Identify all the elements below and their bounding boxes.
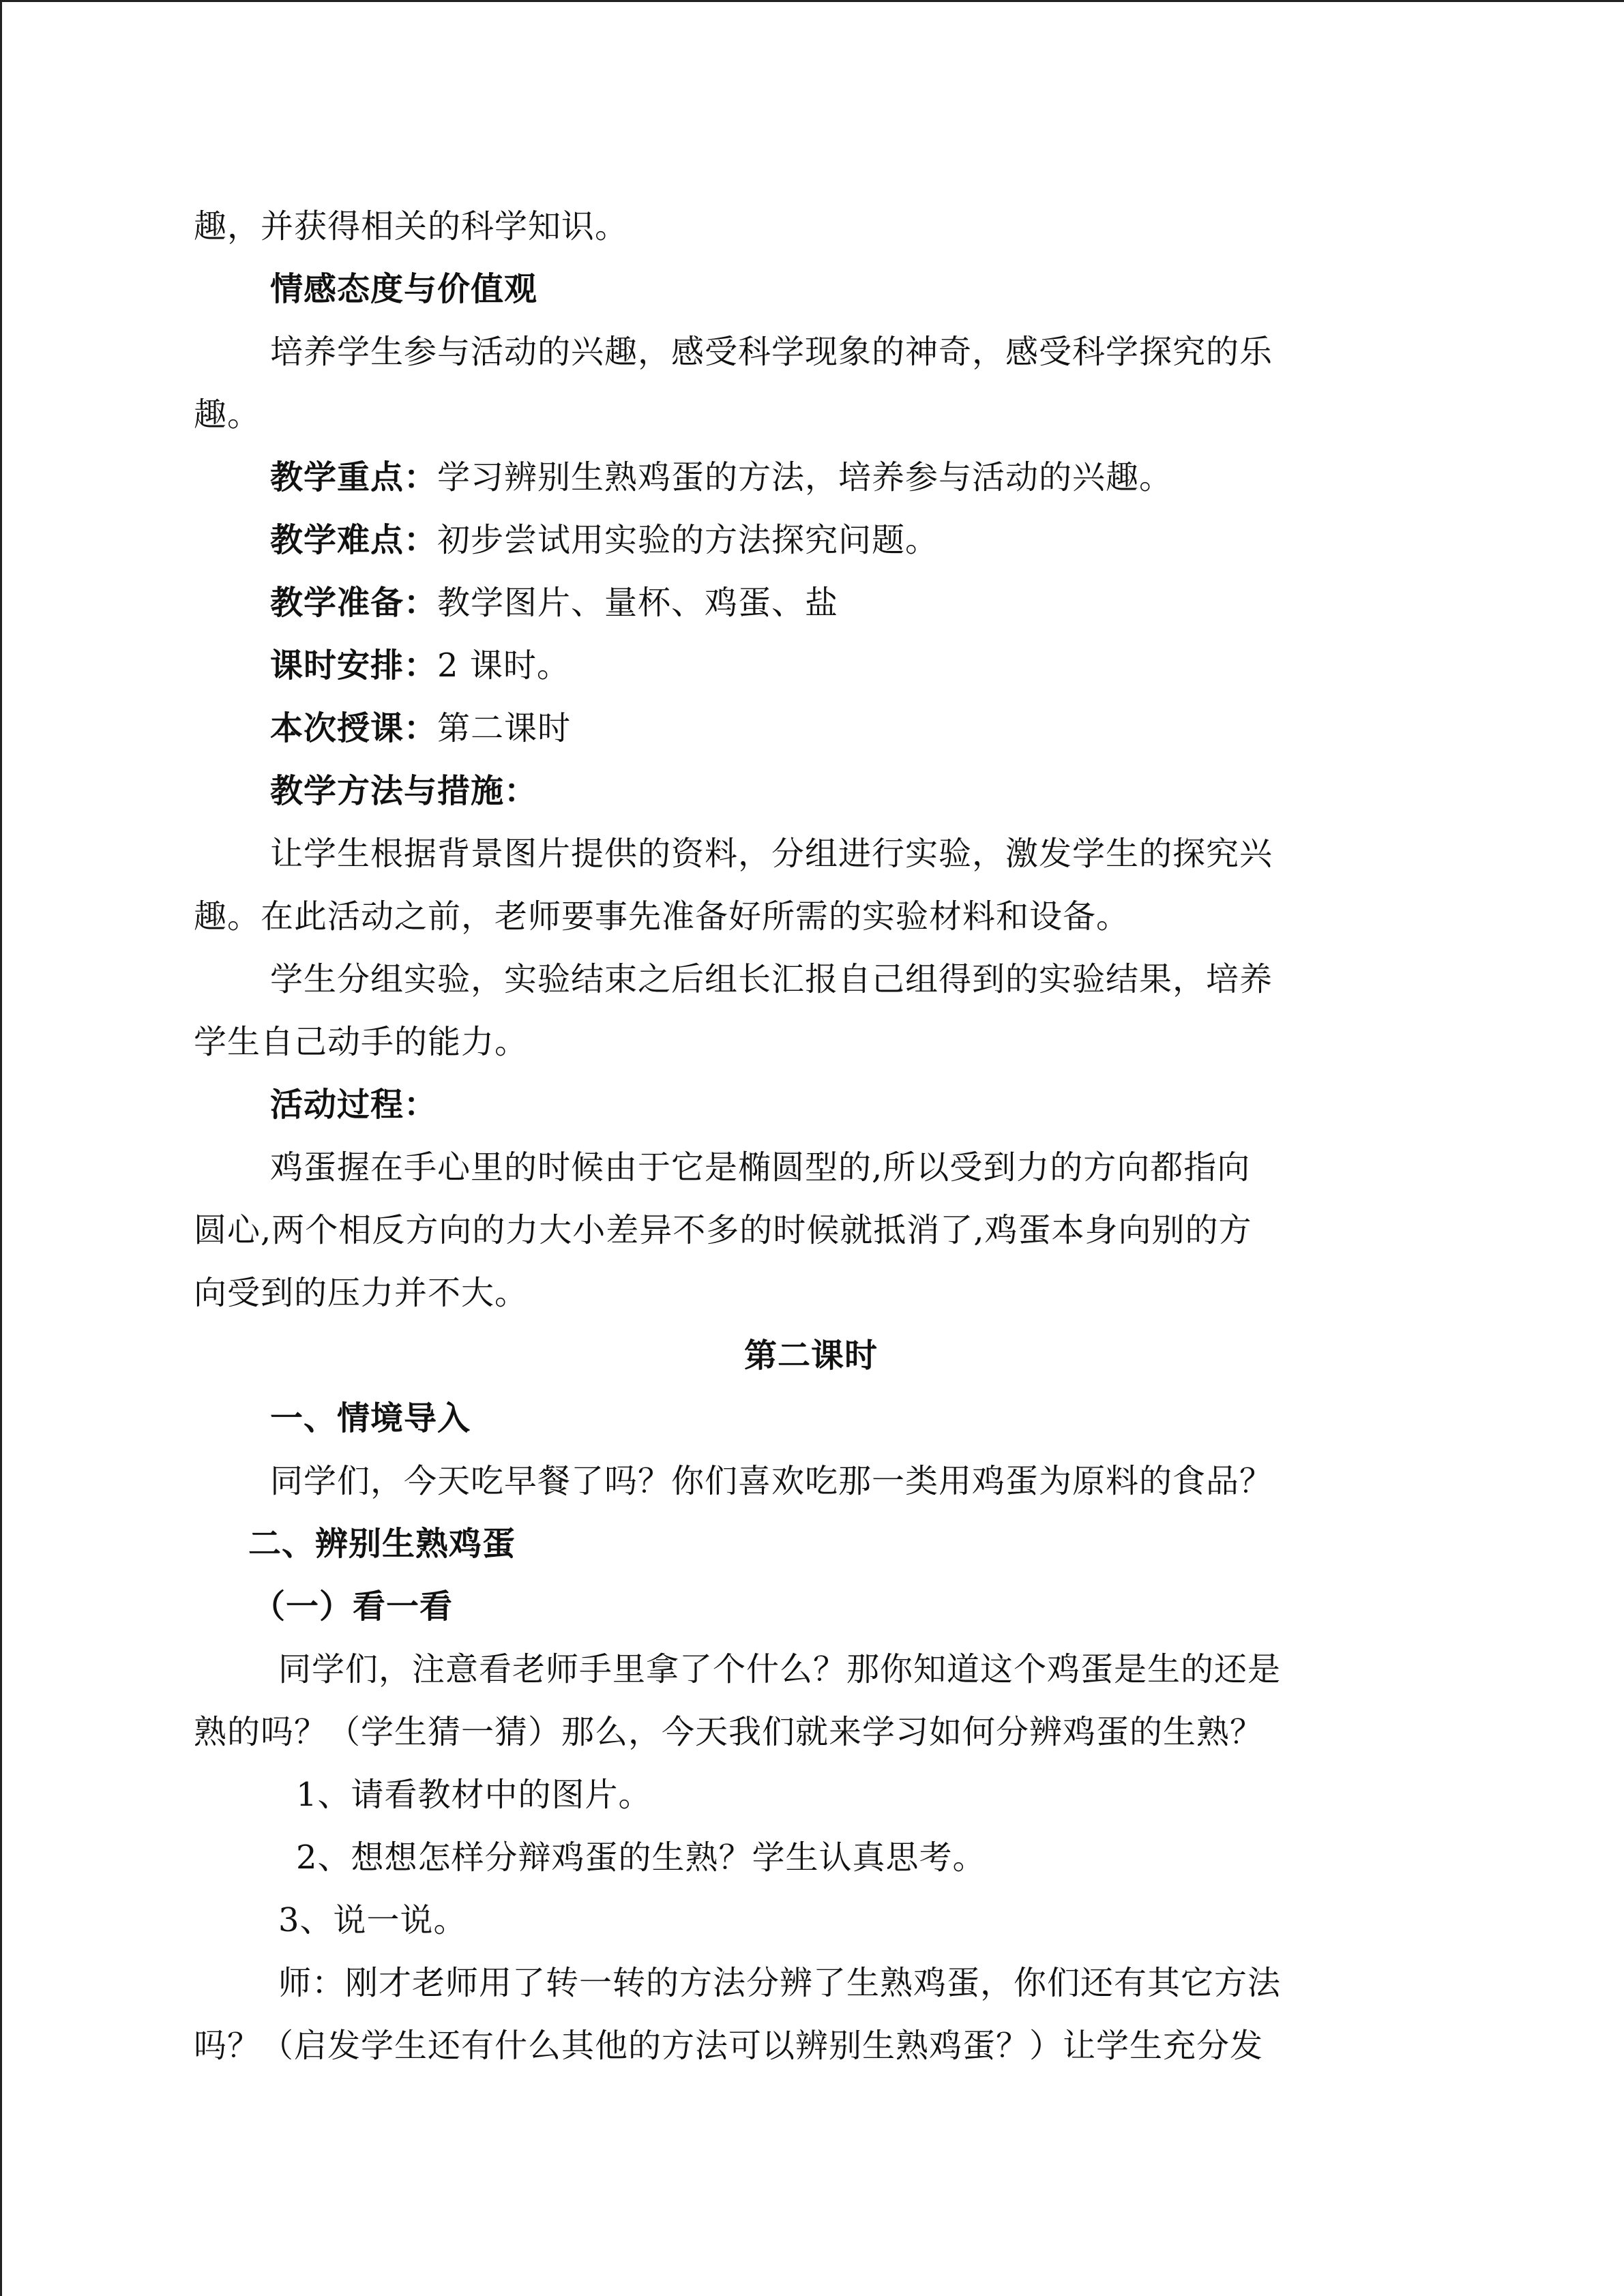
body-line: 熟的吗？（学生猜一猜）那么，今天我们就来学习如何分辨鸡蛋的生熟？ (194, 1713, 1264, 1751)
lesson-title: 第二课时 (743, 1337, 878, 1375)
subsection-heading: （一）看一看 (252, 1587, 454, 1626)
body-line: 向受到的压力并不大。 (194, 1274, 529, 1312)
body-line: 鸡蛋握在手心里的时候由于它是椭圆型的,所以受到力的方向都指向 (270, 1148, 1251, 1187)
section-heading: 情感态度与价值观 (270, 270, 538, 308)
list-item: 2、想想怎样分辩鸡蛋的生熟？学生认真思考。 (296, 1838, 986, 1877)
section-heading: 教学方法与措施： (270, 772, 538, 810)
body-line: 吗？（启发学生还有什么其他的方法可以辨别生熟鸡蛋？）让学生充分发 (194, 2027, 1264, 2065)
body-line: 让学生根据背景图片提供的资料，分组进行实验，激发学生的探究兴 (270, 835, 1273, 873)
labeled-line (194, 697, 1428, 760)
list-item: 1、请看教材中的图片。 (296, 1776, 652, 1814)
body-line: 同学们，今天吃早餐了吗？你们喜欢吃那一类用鸡蛋为原料的食品？ (270, 1462, 1273, 1500)
body-line: 趣，并获得相关的科学知识。 (194, 207, 629, 245)
line-label: 教学重点： (270, 458, 438, 496)
section-heading: 一、情境导入 (270, 1399, 471, 1437)
line-label: 教学难点： (270, 521, 438, 559)
body-line: 学生分组实验，实验结束之后组长汇报自己组得到的实验结果，培养 (270, 960, 1273, 998)
line-value: 初步尝试用实验的方法探究问题。 (437, 521, 939, 559)
page-border-top (0, 0, 1624, 2)
labeled-line (194, 571, 1428, 634)
line-label: 课时安排： (270, 646, 438, 685)
line-value: 教学图片、量杯、鸡蛋、盐 (437, 584, 839, 622)
section-heading: 活动过程： (270, 1086, 438, 1124)
body-line: 同学们，注意看老师手里拿了个什么？那你知道这个鸡蛋是生的还是 (278, 1650, 1282, 1688)
list-item: 3、说一说。 (278, 1901, 467, 1939)
line-value: 2 课时。 (437, 646, 570, 685)
page-border-left (0, 0, 2, 2296)
body-line: 趣。在此活动之前，老师要事先准备好所需的实验材料和设备。 (194, 897, 1130, 936)
body-line: 趣。 (194, 396, 261, 434)
body-line: 学生自己动手的能力。 (194, 1023, 529, 1061)
body-line: 师：刚才老师用了转一转的方法分辨了生熟鸡蛋，你们还有其它方法 (278, 1964, 1282, 2002)
body-line: 圆心,两个相反方向的力大小差异不多的时候就抵消了,鸡蛋本身向别的方 (194, 1211, 1252, 1249)
labeled-line (194, 446, 1428, 509)
line-label: 本次授课： (270, 709, 438, 747)
body-line: 培养学生参与活动的兴趣，感受科学现象的神奇，感受科学探究的乐 (270, 333, 1273, 371)
labeled-line (194, 509, 1428, 571)
labeled-line (194, 634, 1428, 697)
line-value: 学习辨别生熟鸡蛋的方法，培养参与活动的兴趣。 (437, 458, 1173, 496)
document-body (194, 195, 1428, 2077)
line-value: 第二课时 (437, 709, 572, 747)
section-heading: 二、辨别生熟鸡蛋 (248, 1525, 516, 1563)
line-label: 教学准备： (270, 584, 438, 622)
